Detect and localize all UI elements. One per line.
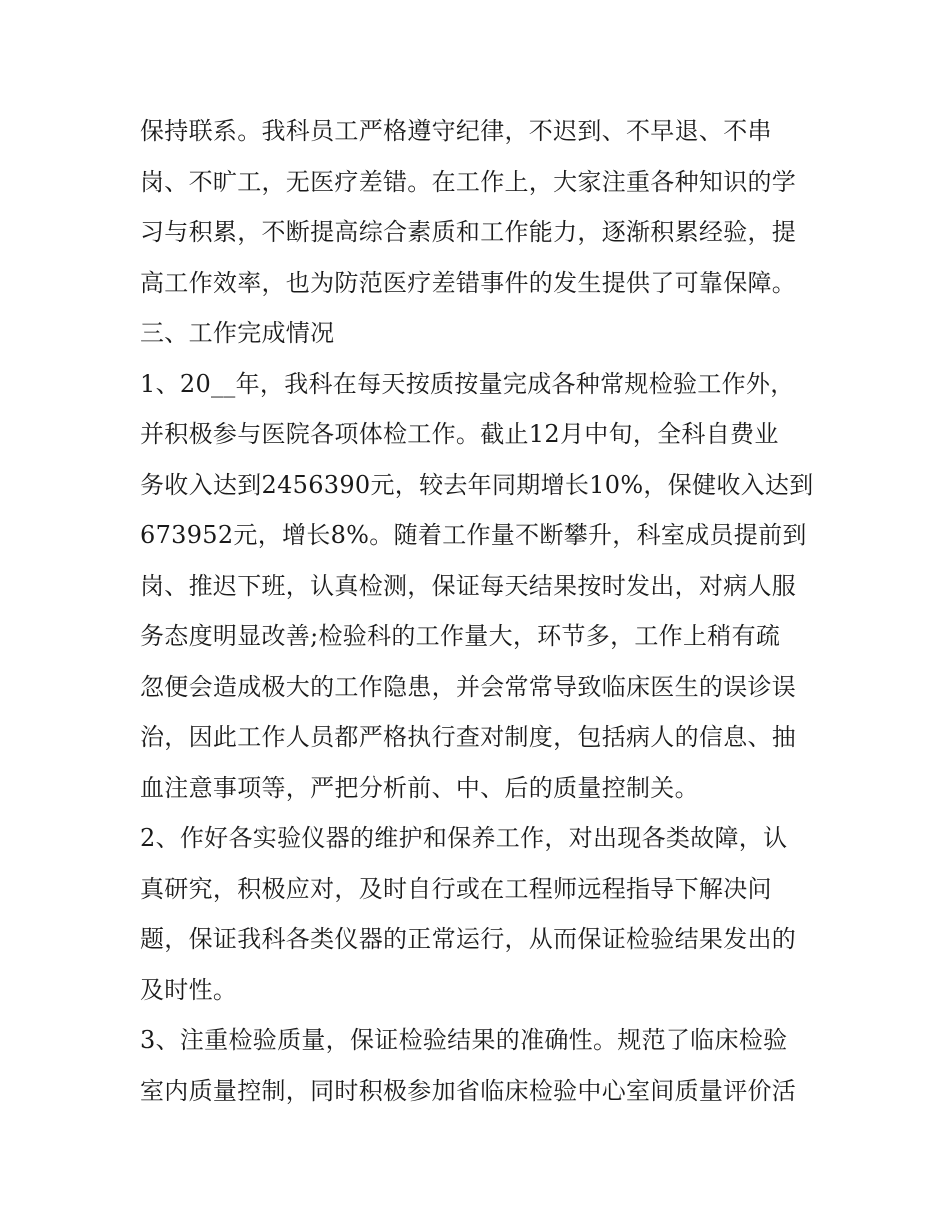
text-line: 务态度明显改善;检验科的工作量大，环节多，工作上稍有疏 <box>140 622 781 650</box>
section-heading: 三、工作完成情况 <box>140 319 335 347</box>
text-line: 题，保证我科各类仪器的正常运行，从而保证检验结果发出的 <box>140 925 797 953</box>
text-line: 务收入达到2456390元，较去年同期增长10%，保健收入达到 <box>140 470 814 499</box>
text-line: 1、20__年，我科在每天按质按量完成各种常规检验工作外， <box>140 369 795 398</box>
text-line: 保持联系。我科员工严格遵守纪律，不迟到、不早退、不串 <box>140 117 772 145</box>
text-line: 673952元，增长8%。随着工作量不断攀升，科室成员提前到 <box>140 521 807 549</box>
text-line: 及时性。 <box>140 975 238 1004</box>
text-line: 3、注重检验质量，保证检验结果的准确性。规范了临床检验 <box>140 1026 788 1054</box>
text-line: 高工作效率，也为防范医疗差错事件的发生提供了可靠保障。 <box>140 268 797 297</box>
text-line: 2、作好各实验仪器的维护和保养工作，对出现各类故障，认 <box>140 824 788 852</box>
text-line: 岗、推迟下班，认真检测，保证每天结果按时发出，对病人服 <box>140 571 797 600</box>
text-line: 并积极参与医院各项体检工作。截止12月中旬，全科自费业 <box>140 420 779 448</box>
text-line: 岗、不旷工，无医疗差错。在工作上，大家注重各种知识的学 <box>140 167 797 196</box>
text-line: 真研究，积极应对，及时自行或在工程师远程指导下解决问 <box>140 874 772 903</box>
text-line: 治，因此工作人员都严格执行查对制度，包括病人的信息、抽 <box>140 723 797 751</box>
text-line: 血注意事项等，严把分析前、中、后的质量控制关。 <box>140 773 699 802</box>
text-line: 习与积累，不断提高综合素质和工作能力，逐渐积累经验，提 <box>140 218 797 246</box>
text-line: 忽便会造成极大的工作隐患，并会常常导致临床医生的误诊误 <box>140 672 797 701</box>
text-line: 室内质量控制，同时积极参加省临床检验中心室间质量评价活 <box>140 1076 797 1105</box>
document-body <box>140 106 830 1116</box>
